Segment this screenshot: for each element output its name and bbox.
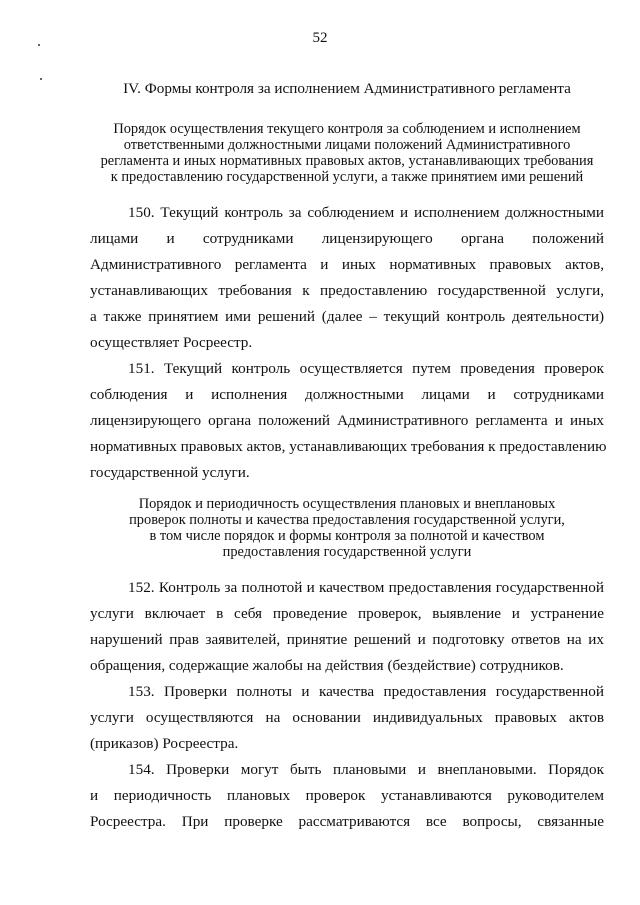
paragraph-line: осуществляет Росреестр. bbox=[90, 334, 253, 351]
scan-speck bbox=[40, 78, 42, 80]
paragraph-line: услуги включает в себя проведение проверок, выявление и устранение bbox=[90, 605, 604, 622]
paragraph-line: 154. Проверки могут быть плановыми и внеплановыми. Порядок bbox=[128, 761, 604, 778]
paragraph-line: услуги осуществляются на основании индивидуальных правовых актов bbox=[90, 709, 604, 726]
paragraph-150 bbox=[90, 200, 604, 356]
paragraph-line: соблюдения и исполнения должностными лицами и сотрудниками bbox=[90, 386, 604, 403]
subheading-line: Порядок осуществления текущего контроля за соблюдением и исполнением bbox=[113, 121, 581, 137]
subheading-line: ответственными должностными лицами положений Административного bbox=[123, 137, 571, 153]
paragraph-line: 152. Контроль за полнотой и качеством предоставления государственной bbox=[128, 579, 604, 596]
paragraph-line: Административного регламента и иных нормативных правовых актов, bbox=[90, 256, 604, 273]
section-title: IV. Формы контроля за исполнением Административного регламента bbox=[123, 80, 571, 97]
paragraph-line: лицами и сотрудниками лицензирующего органа положений bbox=[90, 230, 604, 247]
subheading-inspections bbox=[90, 496, 604, 560]
subheading-line: регламента и иных нормативных правовых актов, устанавливающих требования bbox=[100, 153, 594, 169]
paragraph-line: лицензирующего органа положений Административного регламента и иных bbox=[90, 412, 604, 429]
paragraph-line: обращения, содержащие жалобы на действия (бездействие) сотрудников. bbox=[90, 657, 564, 674]
paragraph-line: 153. Проверки полноты и качества предоставления государственной bbox=[128, 683, 604, 700]
subheading-line: к предоставлению государственной услуги, а также принятием ими решений bbox=[110, 169, 584, 185]
page-number: 52 bbox=[312, 30, 328, 46]
paragraph-152 bbox=[90, 575, 604, 679]
paragraph-line: Росреестра. При проверке рассматриваются все вопросы, связанные bbox=[90, 813, 604, 830]
paragraph-151 bbox=[90, 356, 607, 486]
subheading-line: в том числе порядок и формы контроля за полнотой и качеством bbox=[149, 528, 545, 544]
paragraph-line: (приказов) Росреестра. bbox=[90, 735, 239, 752]
paragraph-line: устанавливающих требования к предоставлению государственной услуги, bbox=[90, 282, 604, 299]
paragraph-153 bbox=[90, 679, 604, 757]
paragraph-line: нарушений прав заявителей, принятие решений и подготовку ответов на их bbox=[90, 631, 604, 648]
subheading-line: проверок полноты и качества предоставления государственной услуги, bbox=[129, 512, 565, 528]
paragraph-line: государственной услуги. bbox=[90, 464, 250, 481]
subheading-line: Порядок и периодичность осуществления плановых и внеплановых bbox=[138, 496, 556, 512]
paragraph-line: 150. Текущий контроль за соблюдением и исполнением должностными bbox=[128, 204, 604, 221]
paragraph-line: нормативных правовых актов, устанавливающих требования к предоставлению bbox=[90, 438, 607, 455]
paragraph-line: а также принятием ими решений (далее – текущий контроль деятельности) bbox=[90, 308, 604, 325]
subheading-current-control bbox=[90, 121, 604, 185]
subheading-line: предоставления государственной услуги bbox=[222, 544, 472, 560]
scan-speck bbox=[38, 44, 40, 46]
paragraph-line: 151. Текущий контроль осуществляется путем проведения проверок bbox=[128, 360, 604, 377]
paragraph-line: и периодичность плановых проверок устанавливаются руководителем bbox=[90, 787, 604, 804]
paragraph-154 bbox=[90, 757, 604, 835]
